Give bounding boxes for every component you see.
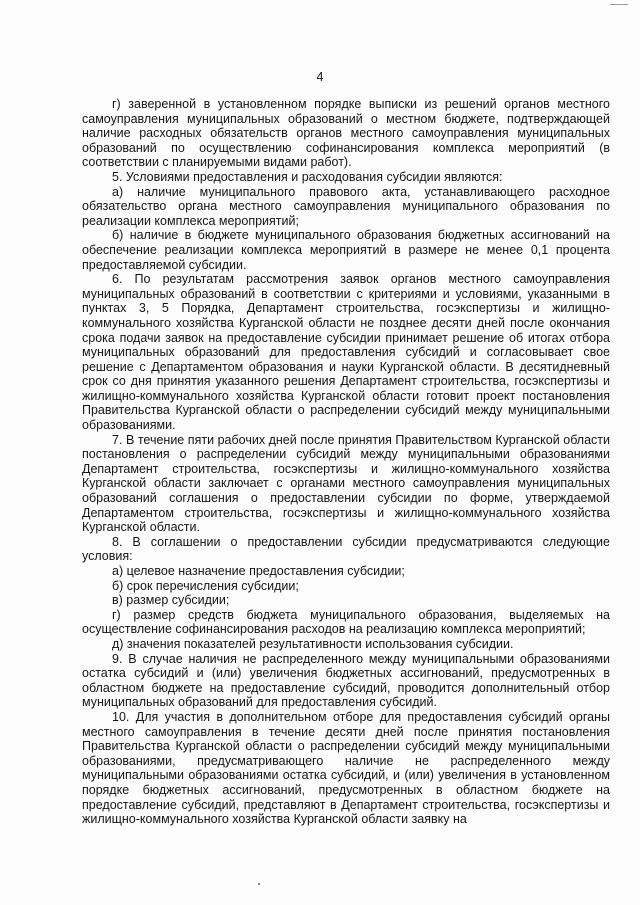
paragraph-8g: г) размер средств бюджета муниципального образования, выделяемых на осуществление софинансирования расходов на реализацию комплекса мероприятий; xyxy=(82,607,610,637)
page-number: 4 xyxy=(316,70,324,84)
scan-artifact-dot xyxy=(258,883,260,885)
paragraph-8a: а) целевое назначение предоставления субсидии; xyxy=(112,564,405,578)
paragraph-5-conditions: 5. Условиями предоставления и расходования субсидии являются: xyxy=(112,169,503,184)
paragraph-8v: в) размер субсидии; xyxy=(112,593,230,608)
paragraph-5a: а) наличие муниципального правового акта, устанавливающего расходное обязательство органа местного самоуправления муниципального образования по реализации комплекса мероприятий; xyxy=(82,184,610,228)
paragraph-8b: б) срок перечисления субсидии; xyxy=(112,578,299,593)
paragraph-5b: б) наличие в бюджете муниципального образования бюджетных ассигнований на обеспечение реализации комплекса мероприятий в размере не менее 0,1 процента предоставляемой субсидии. xyxy=(82,228,610,272)
paragraph-10: 10. Для участия в дополнительном отборе для предоставления субсидий органы местного самоуправления в течение десяти дней после принятия постановления Правительства Курганской области о распределении субсидий между муниципальными образованиями, предусматривающего наличие не распределенного между муниципальными образованиями остатка субсидий, и (или) увеличения в установленном порядке бюджетных ассигнований, предусмотренных в областном бюджете на предоставление субсидий, представляют в Департамент строительства, госэкспертизы и жилищно-коммунального хозяйства Курганской области заявку на xyxy=(82,709,610,827)
scan-artifact-mark xyxy=(610,4,628,5)
paragraph-6: 6. По результатам рассмотрения заявок органов местного самоуправления муниципальных образований в соответствии с критериями и условиями, указанными в пунктах 3, 5 Порядка, Департамент строительства, госэкспертизы и жилищно-коммунального хозяйства Курганской области не позднее десяти дней после окончания срока подачи заявок на предоставление субсидии принимает решение об итогах отбора муниципальных образований для предоставления субсидий и согласовывает свое решение с Департаментом образования и науки Курганской области. В десятидневный срок со дня принятия указанного решения Департамент строительства, госэкспертизы и жилищно-коммунального хозяйства Курганской области готовит проект постановления Правительства Курганской области о распределении субсидий между муниципальными образованиями. xyxy=(82,272,610,433)
paragraph-7: 7. В течение пяти рабочих дней после принятия Правительством Курганской области постановления о распределении субсидий между муниципальными образованиями Департамент строительства, госэкспертизы и жилищно-коммунального хозяйства Курганской области заключает с органами местного самоуправления муниципальных образований соглашения о предоставлении субсидии по форме, утверждаемой Департаментом строительства, госэкспертизы и жилищно-коммунального хозяйства Курганской области. xyxy=(82,432,610,535)
paragraph-8: 8. В соглашении о предоставлении субсидии предусматриваются следующие условия: xyxy=(82,534,610,564)
paragraph-9: 9. В случае наличия не распределенного между муниципальными образованиями остатка субсидий и (или) увеличения бюджетных ассигнований, предусмотренных в областном бюджете на предоставление субсидий, проводится дополнительный отбор муниципальных образований для предоставления субсидий. xyxy=(82,651,610,710)
paragraph-8d: д) значения показателей результативности использования субсидии. xyxy=(112,636,514,651)
document-body xyxy=(82,97,610,827)
paragraph-4g-extract: г) заверенной в установленном порядке выписки из решений органов местного самоуправления муниципальных образований о местном бюджете, подтверждающей наличие расходных обязательств органов местного самоуправления муниципальных образований по осуществлению софинансирования комплекса мероприятий (в соответствии с планируемыми видами работ). xyxy=(82,97,610,170)
